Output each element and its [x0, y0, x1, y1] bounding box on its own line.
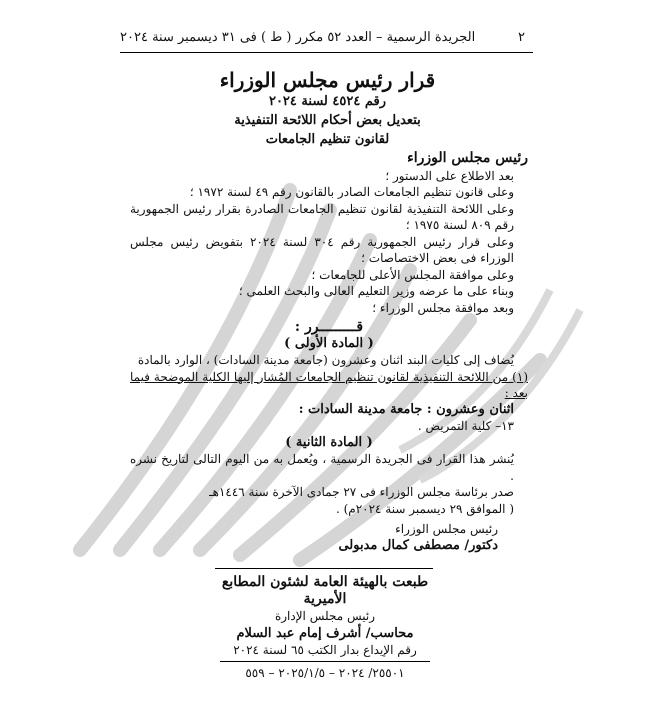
article-2-text: يُنشر هذا القرار فى الجريدة الرسمية ، ويُعمل به من اليوم التالى لتاريخ نشره . [130, 452, 514, 483]
signatory-name: دكتور/ مصطفى كمال مدبولى [338, 537, 498, 553]
decree-body [130, 150, 528, 554]
decision-word: قـــــــــرر : [294, 319, 364, 335]
article-1-text: يُضاف إلى كليات البند اثنان وعشرون (جامعة مدينة السادات) ، الوارد بالمادة [137, 353, 514, 367]
faculty-entry: ١٣– كلية التمريض . [417, 419, 514, 433]
decree-subject-line-1: بتعديل بعض أحكام اللائحة التنفيذية [234, 113, 421, 128]
decree-subject-line-2: لقانون تنظيم الجامعات [265, 132, 390, 147]
imprint-inner-rule [220, 661, 430, 662]
chair-name: محاسب/ أشرف إمام عبد السلام [236, 626, 414, 641]
recital: بعد الاطلاع على الدستور ؛ [385, 168, 514, 183]
running-header [120, 30, 525, 45]
imprint-rule [215, 568, 433, 569]
signatory-role: رئيس مجلس الوزراء [395, 522, 498, 536]
recital: وعلى قرار رئيس الجمهورية رقم ٣٠٤ لسنة ٢٠٢٤ بتفويض رئيس مجلس الوزراء فى بعض الاختصاصات ؛ [130, 234, 514, 265]
university-entry-title: اثنان وعشرون : جامعة مدينة السادات : [298, 401, 514, 417]
recital: وعلى موافقة المجلس الأعلى للجامعات ؛ [311, 267, 514, 282]
running-title: الجريدة الرسمية – العدد ٥٢ مكرر ( ط ) فى ٣١ ديسمبر سنة ٢٠٢٤ [120, 30, 476, 45]
article-1-heading: ( المادة الأولى ) [284, 335, 374, 351]
page-number: ٢ [518, 30, 525, 45]
recital: وبعد موافقة مجلس الوزراء ؛ [372, 300, 514, 315]
issuing-authority: رئيس مجلس الوزراء [407, 150, 528, 166]
decree-number: رقم ٤٥٢٤ لسنة ٢٠٢٤ [268, 94, 387, 109]
printer-name: طبعت بالهيئة العامة لشئون المطابع الأميرية [221, 574, 429, 607]
deposit-number: رقم الإيداع بدار الكتب ٦٥ لسنة ٢٠٢٤ [233, 643, 417, 657]
decree-title-block [130, 68, 525, 149]
printer-imprint [210, 574, 440, 682]
board-chair-title: رئيس مجلس الإدارة [274, 609, 376, 623]
decree-title: قرار رئيس مجلس الوزراء [219, 68, 436, 92]
article-1-text-continued: (١) من اللائحة التنفيذية لقانون تنظيم الجامعات المُشار إليها الكلية الموضحة فيما بعد : [130, 369, 528, 400]
issue-date-hijri: صدر برئاسة مجلس الوزراء فى ٢٧ جمادى الآخرة سنة ١٤٤٦هـ [209, 485, 514, 499]
print-code: ٢٥٥٠١/ ٢٠٢٤ – ٢٠٢٥/١/٥ – ٥٥٩ [245, 666, 405, 680]
recital: وعلى قانون تنظيم الجامعات الصادر بالقانون رقم ٤٩ لسنة ١٩٧٢ ؛ [189, 185, 514, 199]
header-rule [120, 52, 533, 53]
issue-date-gregorian: ( الموافق ٢٩ ديسمبر سنة ٢٠٢٤م) . [335, 501, 514, 516]
recital: وعلى اللائحة التنفيذية لقانون تنظيم الجامعات الصادرة بقرار رئيس الجمهورية رقم ٨٠٩ لسنة ١٩٧٥ ؛ [130, 201, 514, 232]
recital: وبناء على ما عرضه وزير التعليم العالى والبحث العلمى ؛ [238, 284, 514, 298]
article-2-heading: ( المادة الثانية ) [285, 434, 373, 450]
